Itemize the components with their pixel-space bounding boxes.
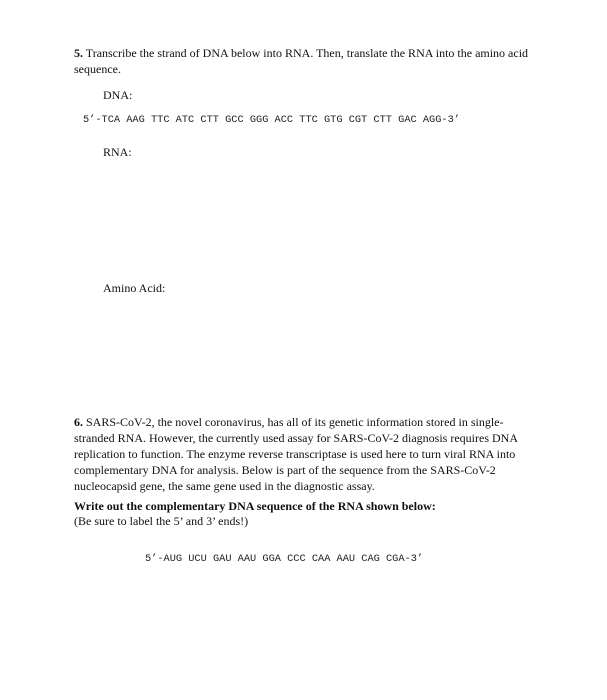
dna-label: DNA:: [103, 88, 133, 102]
question-5-prompt: [74, 45, 554, 77]
question-6-text: SARS-CoV-2, the novel coronavirus, has all of its genetic information stored in single-stranded RNA. However, the currently used assay for SARS-CoV-2 diagnosis requires DNA replication to function. The enzyme reverse transcriptase is used here to turn viral RNA into complementary DNA for analysis. Below is part of the sequence from the SARS-CoV-2 nucleocapsid gene, the same gene used in the diagnostic assay.: [74, 415, 518, 493]
rna-sequence: 5’-AUG UCU GAU AAU GGA CCC CAA AAU CAG CGA-3’: [145, 553, 424, 565]
rna-label: RNA:: [103, 145, 132, 159]
question-5-number: 5.: [74, 46, 83, 60]
question-6-instruction: Write out the complementary DNA sequence of the RNA shown below:: [74, 499, 436, 513]
amino-acid-label: Amino Acid:: [103, 281, 166, 295]
question-6-subnote: (Be sure to label the 5’ and 3’ ends!): [74, 514, 249, 528]
question-6-paragraph: [74, 414, 544, 494]
question-5-text: Transcribe the strand of DNA below into RNA. Then, translate the RNA into the amino acid sequence.: [74, 46, 529, 76]
dna-sequence: 5’-TCA AAG TTC ATC CTT GCC GGG ACC TTC GTG CGT CTT GAC AGG-3’: [83, 114, 460, 126]
question-6-number: 6.: [74, 415, 83, 429]
